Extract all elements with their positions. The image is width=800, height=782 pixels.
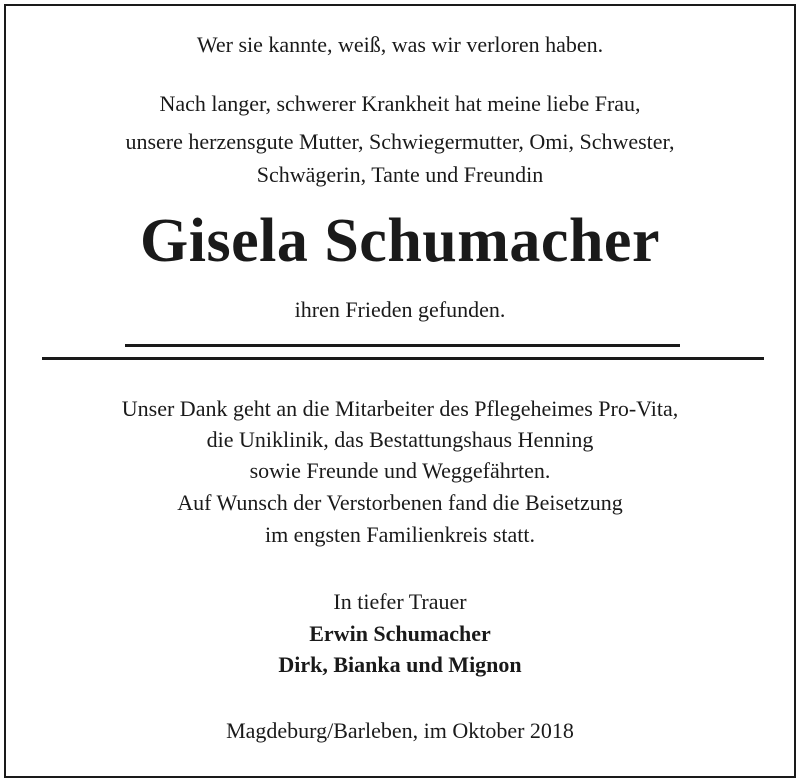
mourning-line: In tiefer Trauer xyxy=(333,589,467,614)
mourner-1: Erwin Schumacher xyxy=(309,621,491,646)
divider-short xyxy=(125,344,680,347)
intro-line-1: Nach langer, schwerer Krankheit hat meine liebe Frau, xyxy=(159,91,641,116)
mourner-2: Dirk, Bianka und Mignon xyxy=(278,652,522,677)
motto-line: Wer sie kannte, weiß, was wir verloren haben. xyxy=(196,32,604,57)
divider-long xyxy=(42,357,764,360)
intro-line-3: Schwägerin, Tante und Freundin xyxy=(256,162,544,187)
thanks-line-4: Auf Wunsch der Verstorbenen fand die Beisetzung xyxy=(177,490,623,515)
peace-line: ihren Frieden gefunden. xyxy=(294,297,506,322)
deceased-name: Gisela Schumacher xyxy=(140,207,660,275)
thanks-line-5: im engsten Familienkreis statt. xyxy=(264,522,536,547)
thanks-line-2: die Uniklinik, das Bestattungshaus Henning xyxy=(206,427,594,452)
thanks-line-3: sowie Freunde und Weggefährten. xyxy=(249,458,551,483)
thanks-line-1: Unser Dank geht an die Mitarbeiter des Pflegeheimes Pro-Vita, xyxy=(121,396,679,421)
place-date: Magdeburg/Barleben, im Oktober 2018 xyxy=(226,718,574,743)
intro-line-2: unsere herzensgute Mutter, Schwiegermutter, Omi, Schwester, xyxy=(125,129,675,154)
